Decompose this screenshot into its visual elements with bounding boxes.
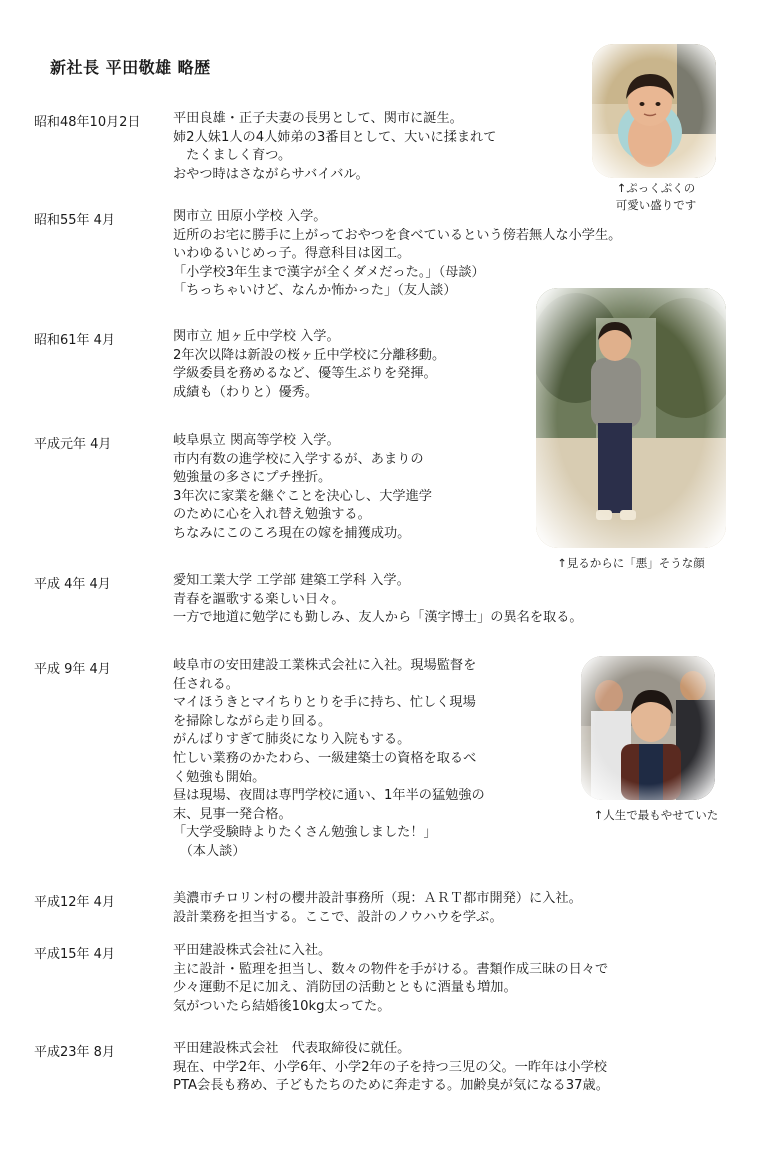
young-adult-photo bbox=[581, 656, 715, 800]
entry-date: 平成15年 4月 bbox=[34, 947, 115, 962]
entry-text bbox=[173, 432, 432, 544]
entry-text bbox=[173, 890, 582, 927]
entry-text bbox=[173, 1040, 609, 1096]
caption-line: ↑見るからに「悪」そうな顔 bbox=[557, 556, 705, 570]
entry-line: がんばりすぎて肺炎になり入院もする。 bbox=[173, 732, 411, 748]
entry-line: 平田建設株式会社 代表取締役に就任。 bbox=[173, 1041, 411, 1056]
entry-date: 昭和48年10月2日 bbox=[34, 115, 141, 130]
page-title: 新社長 平田敬雄 略歴 bbox=[50, 58, 211, 77]
entry-line: 学級委員を務めるなど、優等生ぶりを発揮。 bbox=[173, 366, 437, 382]
entry-line: 主に設計・監理を担当し、数々の物件を手がける。書類作成三昧の日々で bbox=[173, 961, 609, 977]
entry-line: おやつ時はさながらサバイバル。 bbox=[173, 166, 369, 182]
entry-line: 現在、中学2年、小学6年、小学2年の子を持つ三児の父。一昨年は小学校 bbox=[173, 1059, 607, 1075]
entry-line: 2年次以降は新設の桜ヶ丘中学校に分離移動。 bbox=[173, 347, 446, 363]
entry-line: 姉2人妹1人の4人姉弟の3番目として、大いに揉まれて bbox=[173, 129, 497, 145]
entry-line: 一方で地道に勉学にも勤しみ、友人から「漢字博士」の異名を取る。 bbox=[173, 610, 583, 626]
entry-line: く勉強も開始。 bbox=[173, 769, 266, 785]
entry-line: いわゆるいじめっ子。得意科目は図工。 bbox=[173, 246, 411, 262]
entry-text bbox=[173, 657, 485, 862]
baby-photo bbox=[592, 44, 716, 178]
entry-line: 岐阜県立 関高等学校 入学。 bbox=[173, 433, 340, 448]
entry-date: 平成 9年 4月 bbox=[34, 662, 111, 677]
caption-line: ↑人生で最もやせていた bbox=[593, 808, 719, 822]
entry-line: 末、見事一発合格。 bbox=[173, 806, 292, 822]
entry-line: 「ちっちゃいけど、なんか怖かった」（友人談） bbox=[173, 283, 457, 299]
entry-line: ちなみにこのころ現在の嫁を捕獲成功。 bbox=[173, 525, 411, 541]
baby-photo-caption bbox=[596, 180, 716, 214]
entry-date: 平成23年 8月 bbox=[34, 1045, 115, 1060]
entry-line: PTA会長も務め、子どもたちのために奔走する。加齢臭が気になる37歳。 bbox=[173, 1078, 609, 1094]
young-adult-photo-caption bbox=[576, 807, 736, 824]
entry-date: 平成元年 4月 bbox=[34, 437, 112, 452]
entry-line: を掃除しながら走り回る。 bbox=[173, 713, 332, 729]
entry-line: 「小学校3年生まで漢字が全くダメだった。」（母談） bbox=[173, 264, 485, 280]
entry-line: 3年次に家業を継ぐことを決心し、大学進学 bbox=[173, 488, 432, 504]
entry-line: 任される。 bbox=[173, 676, 239, 692]
entry-line: 平田建設株式会社に入社。 bbox=[173, 943, 332, 958]
entry-line: 近所のお宅に勝手に上がっておやつを食べているという傍若無人な小学生。 bbox=[173, 227, 622, 243]
child-photo-caption bbox=[536, 555, 726, 572]
entry-line: 岐阜市の安田建設工業株式会社に入社。現場監督を bbox=[173, 658, 477, 673]
entry-date: 平成12年 4月 bbox=[34, 895, 115, 910]
entry-line: 設計業務を担当する。ここで、設計のノウハウを学ぶ。 bbox=[173, 909, 503, 925]
entry-line: 市内有数の進学校に入学するが、あまりの bbox=[173, 451, 424, 467]
entry-line: 成績も（わりと）優秀。 bbox=[173, 384, 319, 400]
entry-line: 青春を謳歌する楽しい日々。 bbox=[173, 591, 345, 607]
entry-line: 気がついたら結婚後10kg太ってた。 bbox=[173, 998, 391, 1014]
entry-line: 少々運動不足に加え、消防団の活動とともに酒量も増加。 bbox=[173, 980, 517, 996]
entry-line: 関市立 田原小学校 入学。 bbox=[173, 209, 327, 224]
entry-date: 平成 4年 4月 bbox=[34, 577, 111, 592]
entry-text bbox=[173, 328, 445, 402]
caption-line: ↑ぷっくぷくの bbox=[616, 181, 696, 195]
entry-line: 平田良雄・正子夫妻の長男として、関市に誕生。 bbox=[173, 111, 463, 126]
entry-text bbox=[173, 110, 496, 184]
child-photo bbox=[536, 288, 726, 548]
entry-text bbox=[173, 942, 608, 1016]
entry-date: 昭和55年 4月 bbox=[34, 213, 115, 228]
entry-line: マイほうきとマイちりとりを手に持ち、忙しく現場 bbox=[173, 695, 476, 711]
entry-line: （本人談） bbox=[173, 843, 246, 859]
entry-line: 愛知工業大学 工学部 建築工学科 入学。 bbox=[173, 573, 410, 588]
entry-line: 関市立 旭ヶ丘中学校 入学。 bbox=[173, 329, 340, 344]
entry-line: 美濃市チロリン村の櫻井設計事務所（現：ＡＲＴ都市開発）に入社。 bbox=[173, 891, 582, 906]
entry-line: 「大学受験時よりたくさん勉強しました！」 bbox=[173, 825, 437, 841]
entry-date: 昭和61年 4月 bbox=[34, 333, 115, 348]
entry-line: 忙しい業務のかたわら、一級建築士の資格を取るべ bbox=[173, 750, 477, 766]
entry-line: 昼は現場、夜間は専門学校に通い、1年半の猛勉強の bbox=[173, 788, 485, 804]
entry-text bbox=[173, 572, 583, 628]
entry-line: のために心を入れ替え勉強する。 bbox=[173, 507, 371, 523]
caption-line: 可愛い盛りです bbox=[615, 198, 697, 212]
entry-line: 勉強量の多さにプチ挫折。 bbox=[173, 470, 332, 486]
entry-line: たくましく育つ。 bbox=[173, 148, 292, 164]
